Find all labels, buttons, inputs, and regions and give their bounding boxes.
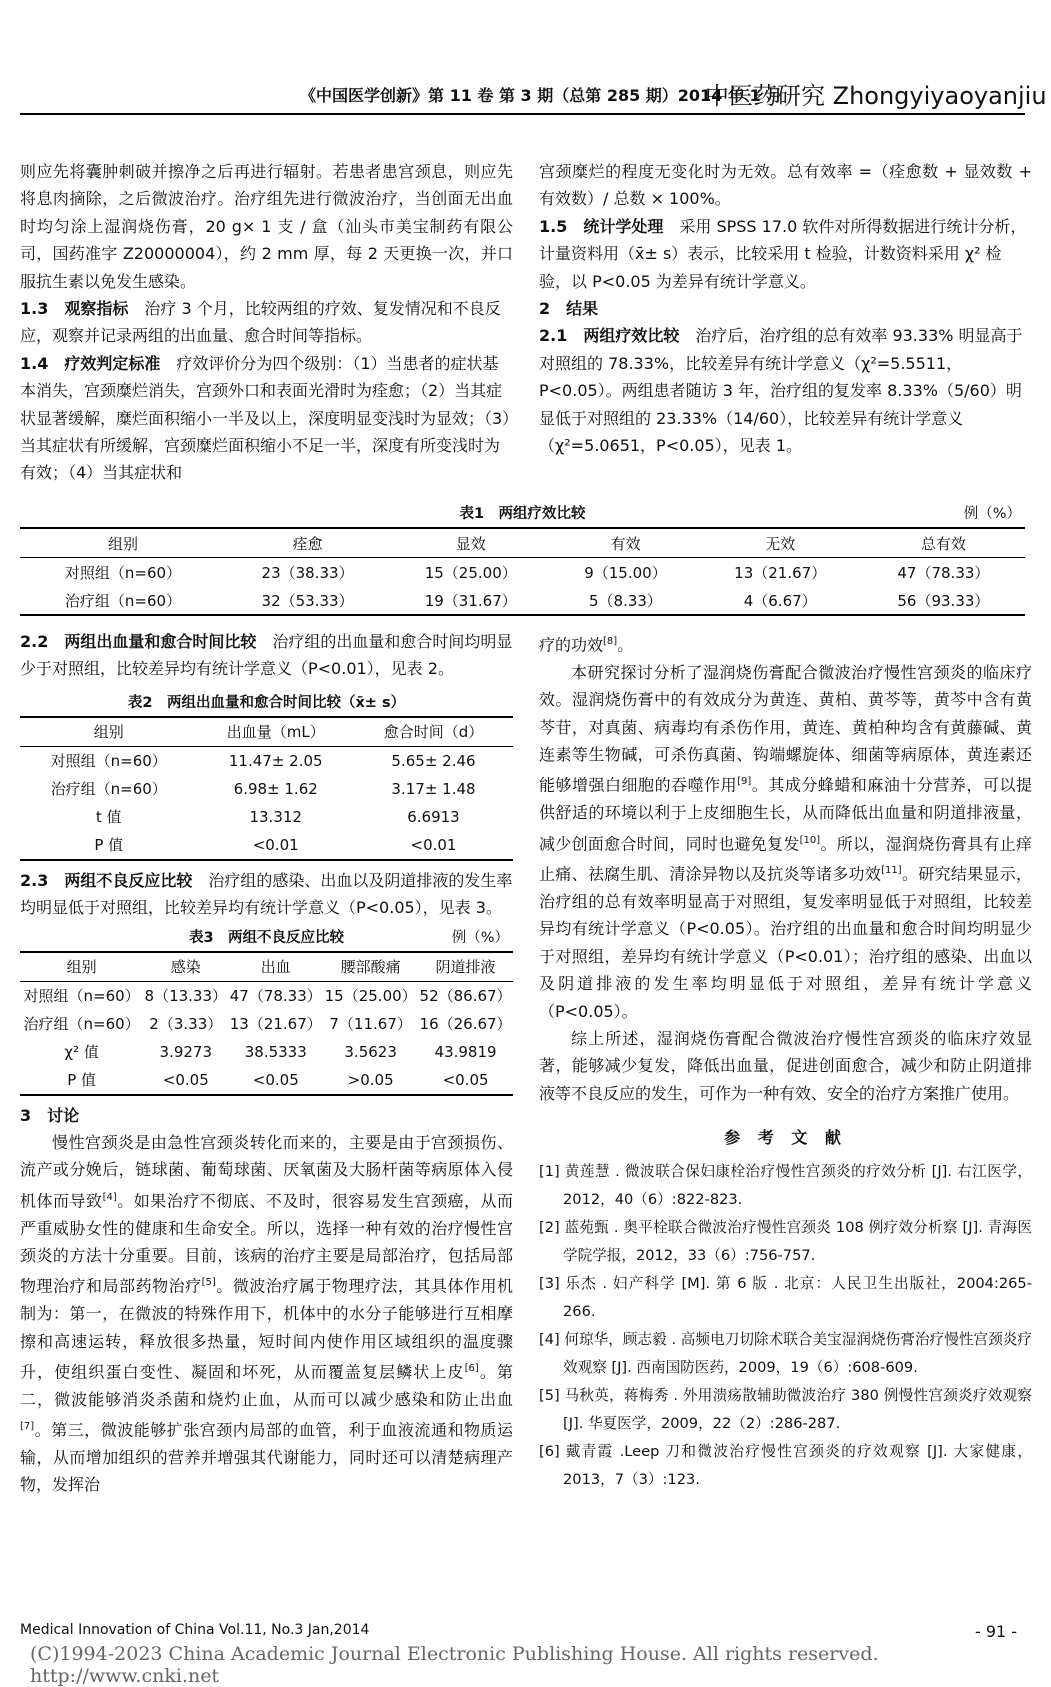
table-cell: 3.17± 1.48 [391,779,476,798]
table-header: 痊愈 [226,528,389,558]
table-header: 显效 [389,528,552,558]
section-2-1 [539,322,1032,459]
table-cell: 56（93.33） [862,586,1025,615]
table-cell: 11.47± 2.05 [228,751,323,770]
table-caption: 表1 两组疗效比较 例（%） [20,502,1025,523]
section-2-3 [20,867,513,922]
table-cell: 43.9819 [434,1042,497,1061]
running-header-journal: 《中国医学创新》第 11 卷 第 3 期（总第 285 期）2014 年 1 月 [300,86,783,105]
table-header: 有效 [552,528,698,558]
citation: [10] [799,834,821,846]
section-text: 疗效评价分为四个级别：（1）当患者的症状基本消失，宫颈糜烂消失，宫颈外口和表面光滑时为痊愈；（2）当其症状显著缓解，糜烂面积缩小一半及以上，深度明显变浅时为显效；（3）当其症状有所缓解，宫颈糜烂面积缩小不足一半，深度有所变浅时为有效；（4）当其症状和 [20,353,511,483]
section-heading: 2.3 两组不良反应比较 [20,870,193,890]
section-heading: 1.3 观察指标 [20,299,129,319]
section-heading: 1.5 统计学处理 [539,216,664,236]
table-cell: >0.05 [323,1066,418,1095]
left-column-top [20,158,513,487]
table-row [20,1038,513,1066]
section-text: 治疗 3 个月，比较两组的疗效、复发情况和不良反应，观察并记录两组的出血量、愈合时间等指标。 [20,299,501,346]
table-cell: 13（21.67） [229,1015,322,1034]
running-header-section: 中医药研究 Zhongyiyaoyanjiu [705,82,1047,110]
table-header: 组别 [20,528,226,558]
table-caption: 表2 两组出血量和愈合时间比较（x̄± s） [127,694,406,711]
citation: [8] [603,636,618,647]
table-cell: 23（38.33） [261,563,354,582]
table-header: 组别 [20,952,143,982]
table-cell: 治疗组（n=60） [20,586,226,615]
section-heading: 2.1 两组疗效比较 [539,326,680,346]
table-header: 阴道排液 [418,952,513,982]
table-header: 出血量（mL） [197,717,354,747]
table-cell: <0.01 [354,831,513,860]
table-cell: 对照组（n=60） [23,987,140,1006]
table-cell: 9（15.00） [584,563,667,582]
section-3-heading: 3 讨论 [20,1105,80,1125]
table-header: 出血 [228,952,323,982]
paragraph: 综上所述，湿润烧伤膏配合微波治疗慢性宫颈炎的临床疗效显著，能够减少复发，降低出血量，促进创面愈合，减少和防止阴道排液等不良反应的发生，可作为一种有效、安全的治疗方案推广使用。 [539,1029,1032,1103]
section-1-4 [20,350,513,487]
reference-item: [1] 黄莲慧 . 微波联合保妇康栓治疗慢性宫颈炎的疗效分析 [J]. 右江医学，2012，40（6）:822-823. [539,1163,1032,1209]
table-cell: 38.5333 [244,1042,307,1061]
section-text: 治疗组的出血量和愈合时间均明显少于对照组，比较差异均有统计学意义（P<0.01），见表 2。 [20,632,513,679]
table-row [20,1010,513,1038]
table-cell: 13.312 [249,807,302,826]
table-cell: χ² 值 [64,1043,99,1062]
table-row [20,1066,513,1095]
left-column-lower [20,628,513,1499]
table-cell: 47（78.33） [897,563,990,582]
table-row [20,586,1025,615]
table-cell: 4（6.67） [699,586,862,615]
header-rule [20,113,1025,115]
table-cell: 治疗组（n=60） [50,780,167,799]
page-number: - 91 - [975,1622,1018,1641]
table-cell: <0.05 [418,1066,513,1095]
references-title: 参 考 文 献 [724,1128,847,1148]
table-cell: 6.6913 [407,807,460,826]
table-cell: <0.01 [197,831,354,860]
citation: [4] [102,1191,117,1203]
table-cell: <0.05 [228,1066,323,1095]
section-heading: 2.2 两组出血量和愈合时间比较 [20,632,257,651]
section-2-2 [20,628,513,683]
table-cell: 5.65± 2.46 [391,751,476,770]
section-text: 治疗后，治疗组的总有效率 93.33% 明显高于对照组的 78.33%，比较差异有统计学意义（χ²=5.5511，P<0.05）。两组患者随访 3 年，治疗组的复发率 8.33%（5/60）明显低于对照组的 23.33%（14/60），比较差异有统计学意义（χ²=5.0651，P<0.05），见表 1。 [539,326,1023,456]
paragraph: 慢性宫颈炎是由急性宫颈炎转化而来的，主要是由于宫颈损伤、流产或分娩后，链球菌、葡萄球菌、厌氧菌及大肠杆菌等病原体入侵机体而导致[4]。如果治疗不彻底、不及时，很容易发生宫颈癌，从而严重威胁女性的健康和生命安全。所以，选择一种有效的治疗慢性宫颈炎的方法十分重要。目前，该病的治疗主要是局部治疗，包括局部物理治疗和局部药物治疗[5]。微波治疗属于物理疗法，其具体作用机制为：第一，在微波的特殊作用下，机体中的水分子能够进行互相摩擦和高速运转，释放很多热量，短时间内使作用区域组织的温度骤升，使组织蛋白变性、凝固和坏死，从而覆盖复层鳞状上皮[6]。第二，微波能够消炎杀菌和烧灼止血，从而可以减少感染和防止出血[7]。第三，微波能够扩张宫颈内局部的血管，利于血液流通和物质运输，从而增加组织的营养并增强其代谢能力，同时还可以清楚病理产物，发挥治 [20,1133,513,1495]
table-cell: 52（86.67） [419,987,512,1006]
table-cell: t 值 [95,808,122,827]
table-cell: 16（26.67） [419,1015,512,1034]
section-1-3 [20,295,513,350]
table-cell: 6.98± 1.62 [233,779,318,798]
table-cell: P 值 [20,831,197,860]
table-cell: 15（25.00） [424,563,517,582]
section-1-5 [539,213,1032,295]
paragraph: 本研究探讨分析了湿润烧伤膏配合微波治疗慢性宫颈炎的临床疗效。湿润烧伤膏中的有效成分为黄连、黄柏、黄芩等，黄芩中含有黄芩苷，对真菌、病毒均有杀伤作用，黄连、黄柏种均含有黄藤碱、黄连素等生物碱，可杀伤真菌、钩端螺旋体、细菌等病原体，黄连素还能够增强白细胞的吞噬作用[9]。其成分蜂蜡和麻油十分营养，可以提供舒适的环境以利于上皮细胞生长，从而降低出血量和阴道排液量，减少创面愈合时间，同时也避免复发[10]。所以，湿润烧伤膏具有止痒止痛、祛腐生肌、清涂异物以及抗炎等诸多功效[11]。研究结果显示，治疗组的总有效率明显高于对照组，复发率明显低于对照组，比较差异均有统计学意义（P<0.05）。治疗组的出血量和愈合时间均明显少于对照组，差异均有统计学意义（P<0.01）；治疗组的感染、出血以及阴道排液的发生率均明显低于对照组，差异有统计学意义（P<0.05）。 [539,662,1032,1021]
table-2 [20,691,513,861]
paragraph: 则应先将囊肿刺破并擦净之后再进行辐射。若患者患宫颈息，则应先将息肉摘除，之后微波治疗。治疗组先进行微波治疗，当创面无出血时均匀涂上湿润烧伤膏，20 g× 1 支 / 盒（汕头市美宝制药有限公司，国药准字 Z20000004），约 2 mm 厚，每 2 天更换一次，并口服抗生素以免发生感染。 [20,162,513,291]
table-header: 感染 [143,952,228,982]
table-cell: 8（13.33） [144,987,228,1006]
table-cell: 47（78.33） [229,987,322,1006]
table-cell: 2（3.33） [149,1015,223,1034]
right-column-top [539,158,1032,459]
table-unit: 例（%） [451,929,509,946]
table-cell: 对照组（n=60） [50,752,167,771]
table-row [20,775,513,803]
section-text: 采用 SPSS 17.0 软件对所得数据进行统计分析，计量资料用（x̄± s）表示，比较采用 t 检验，计数资料采用 χ² 检验，以 P<0.05 为差异有统计学意义。 [539,216,1027,291]
reference-item: [2] 蓝苑甄 . 奥平栓联合微波治疗慢性宫颈炎 108 例疗效分析察 [J]. 青海医学院学报，2012，33（6）:756-757. [539,1219,1032,1265]
citation: [11] [881,865,902,877]
table-3-grid [20,951,513,1096]
table-cell: 治疗组（n=60） [23,1015,140,1034]
section-heading: 1.4 疗效判定标准 [20,353,161,373]
reference-item: [6] 戴青霞 .Leep 刀和微波治疗慢性宫颈炎的疗效观察 [J]. 大家健康，2013，7（3）:123. [539,1443,1032,1489]
table-2-grid [20,716,513,861]
copyright-watermark: (C)1994-2023 China Academic Journal Electronic Publishing House. All rights reserved. http://www.cnki.net [30,1643,879,1687]
table-1-grid [20,527,1025,616]
footer-journal: Medical Innovation of China Vol.11, No.3 Jan,2014 [20,1622,370,1638]
table-cell: 7（11.67） [329,1015,412,1034]
citation: [9] [737,776,752,788]
table-cell: 32（53.33） [226,586,389,615]
table-cell: 19（31.67） [389,586,552,615]
table-row [20,831,513,860]
table-unit: 例（%） [963,506,1021,522]
table-header: 总有效 [862,528,1025,558]
table-cell: 3.9273 [159,1042,213,1061]
table-header: 组别 [20,717,197,747]
citation: [7] [20,1421,35,1433]
citation: [6] [464,1362,479,1374]
table-cell: <0.05 [143,1066,228,1095]
table-header: 愈合时间（d） [354,717,513,747]
reference-item: [3] 乐杰 . 妇产科学 [M]. 第 6 版 . 北京：人民卫生出版社，2004:265-266. [539,1275,1032,1321]
table-3 [20,926,513,1096]
table-cell: 3.5623 [344,1042,397,1061]
table-row [20,558,1025,587]
reference-item: [5] 马秋英，蒋梅秀 . 外用溃疡散辅助微波治疗 380 例慢性宫颈炎疗效观察 [J]. 华夏医学，2009，22（2）:286-287. [539,1387,1032,1433]
table-header: 无效 [699,528,862,558]
table-cell: 5（8.33） [552,586,698,615]
section-2-heading: 2 结果 [539,299,599,319]
table-header: 腰部酸痛 [323,952,418,982]
table-cell: 13（21.67） [734,563,827,582]
table-cell: 对照组（n=60） [64,563,182,582]
section-text: 治疗组的感染、出血以及阴道排液的发生率均明显低于对照组，比较差异均有统计学意义（P<0.05），见表 3。 [20,870,513,918]
table-cell: P 值 [20,1066,143,1095]
table-caption: 表3 两组不良反应比较 例（%） [20,926,513,947]
table-1 [20,502,1025,616]
paragraph: 宫颈糜烂的程度无变化时为无效。总有效率 =（痊愈数 + 显效数 + 有效数）/ 总数 × 100%。 [539,162,1032,209]
reference-list [539,1158,1032,1494]
table-row [20,803,513,831]
table-row [20,746,513,775]
table-cell: 15（25.00） [324,987,417,1006]
paragraph: 疗的功效[8]。 [539,635,634,655]
right-column-lower [539,628,1032,1494]
table-row [20,981,513,1010]
citation: [5] [201,1277,216,1289]
reference-item: [4] 何琼华，顾志毅 . 高频电刀切除术联合美宝湿润烧伤膏治疗慢性宫颈炎疗效观察 [J]. 西南国防医药，2009，19（6）:608-609. [539,1331,1032,1377]
